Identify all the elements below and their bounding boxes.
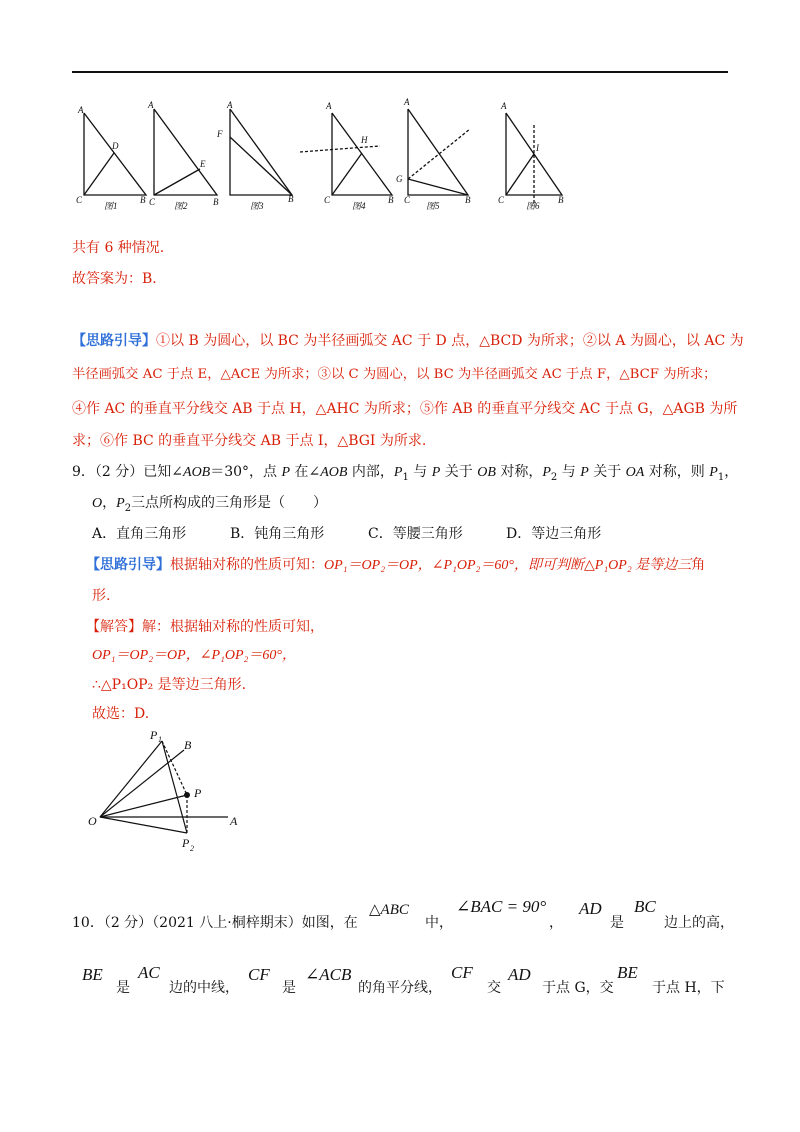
q9-score: （2 分）已知∠	[94, 464, 184, 480]
q10-angle: ∠BAC = 90°	[456, 897, 547, 916]
q10-shi2: 是	[116, 980, 130, 996]
q9-hint-tail: 角	[691, 557, 706, 573]
fig2-label-e: E	[200, 159, 206, 169]
triangle-figures	[70, 95, 590, 225]
q10-abc: △ABC	[369, 902, 409, 918]
q9-sym: 对称，	[495, 464, 543, 480]
q9-label-a: A	[230, 814, 238, 828]
q10-number: 10．（2 分）（2021 八上·桐梓期末）如图，在	[72, 915, 358, 931]
q9-option-c[interactable]: C．等腰三角形	[368, 526, 463, 542]
q9-label-b: B	[184, 738, 192, 752]
hint-tag: 【思路引导】	[72, 333, 156, 349]
q9-answer-4: 故选：D.	[92, 706, 150, 722]
q9-hint-1	[86, 554, 705, 577]
fig4-label-h: H	[361, 135, 368, 145]
q9-label-p1-sub: 1	[158, 735, 162, 744]
q9-about-2: 关于	[588, 464, 626, 480]
q9-options	[92, 523, 601, 545]
fig4-label-a: A	[326, 101, 332, 111]
q9-eq30: ＝30°，点	[210, 464, 282, 480]
fig5-label-a: A	[404, 97, 410, 107]
q10-jiao: 交	[487, 980, 501, 996]
fig5-label-g: G	[396, 174, 403, 184]
q10-shi3: 是	[282, 980, 296, 996]
q9-hint-tag: 【思路引导】	[86, 557, 170, 573]
q9-stem-1: 9．（2 分）已知∠AOB＝30°，点 P 在∠AOB 内部，$P_1$ 与 P 关于 OB 对称，$P_2$ 与 P 关于 OA 对称，则 $P_1$，	[72, 464, 739, 483]
q9-answer-3: ∴△P₁OP₂ 是等边三角形.	[92, 677, 247, 693]
fig1-caption: 图1	[104, 201, 118, 211]
case-count: 共有 6 种情况.	[72, 240, 165, 256]
q9-hint-eq: OP₁＝OP₂＝OP，∠P₁OP₂＝60°，即可判断△P₁OP₂ 是等边三	[324, 558, 692, 573]
q9-about: 关于	[440, 464, 478, 480]
fig6-label-c: C	[498, 195, 505, 205]
fig3-label-a: A	[227, 100, 233, 110]
fig3-label-f: F	[217, 129, 223, 139]
q9-answer-2: OP₁＝OP₂＝OP，∠P₁OP₂＝60°，	[92, 648, 296, 663]
hint-text-1: ①以 B 为圆心，以 BC 为半径画弧交 AC 于 D 点，△BCD 为所求；②以 A 为圆心，以 AC 为	[156, 333, 744, 349]
q10-median: 边的中线，	[169, 980, 239, 996]
q9-ob: OB	[477, 465, 496, 480]
fig1-label-c: C	[76, 195, 83, 205]
q10-shi: 是	[610, 915, 624, 931]
q9-p2: P	[542, 465, 551, 480]
q10-acb: ∠ACB	[305, 965, 352, 984]
q9-label-o: O	[88, 814, 97, 828]
q9-option-b[interactable]: B．钝角三角形	[230, 526, 325, 542]
fig4-label-c: C	[324, 195, 331, 205]
q9-hint-2: 形.	[92, 588, 111, 604]
fig2-label-c: C	[149, 197, 156, 207]
q9-label-p2: P	[182, 836, 190, 850]
hint-line-3: ④作 AC 的垂直平分线交 AB 于点 H，△AHC 为所求；⑤作 AB 的垂直平分线交 AC 于点 G，△AGB 为所	[72, 401, 738, 417]
q9-option-d[interactable]: D．等边三角形	[506, 526, 602, 542]
q9-answer-text: 解：根据轴对称的性质可知，	[142, 619, 324, 635]
q9-p-b: P	[431, 465, 441, 480]
q9-label-p2-sub: 2	[190, 844, 194, 853]
fig3-caption: 图3	[250, 201, 264, 211]
fig1-label-b: B	[140, 195, 146, 205]
fig4-label-b: B	[388, 195, 394, 205]
hint-line-4: 求；⑥作 BC 的垂直平分线交 AB 于点 I，△BGI 为所求.	[72, 433, 427, 449]
q10-cf2: CF	[451, 963, 473, 982]
q10-ac: AC	[138, 963, 160, 982]
fig5-caption: 图5	[426, 201, 440, 211]
fig2-label-b: B	[213, 197, 219, 207]
q10-ad: AD	[579, 899, 602, 918]
q9-hint-text: 根据轴对称的性质可知：	[170, 557, 324, 573]
fig5-label-c: C	[404, 195, 411, 205]
q9-option-a[interactable]: A．直角三角形	[92, 526, 187, 542]
q9-answer-tag: 【解答】	[86, 619, 142, 635]
q10-height: 边上的高，	[664, 915, 734, 931]
q9-stem-2: O，$P_2$三点所构成的三角形是（ ）	[92, 495, 328, 514]
q9-with: 与	[408, 464, 432, 480]
fig3-label-b: B	[288, 194, 294, 204]
q9-question: 三点所构成的三角形是（ ）	[131, 495, 328, 511]
header-rule	[72, 71, 728, 73]
answer-line: 故答案为：B.	[72, 271, 157, 287]
q9-figure	[80, 725, 250, 855]
fig2-label-a: A	[148, 100, 154, 110]
q9-label-p: P	[194, 786, 202, 800]
q9-aob-2: AOB	[320, 465, 348, 480]
q10-at-g: 于点 G，交	[542, 980, 614, 996]
q10-comma: ，	[549, 915, 563, 931]
fig2-caption: 图2	[174, 201, 188, 211]
q10-cf: CF	[248, 965, 270, 984]
q9-aob: AOB	[183, 465, 211, 480]
fig1-label-a: A	[78, 105, 84, 115]
q9-p: P	[281, 465, 291, 480]
fig6-label-i: I	[536, 143, 539, 153]
hint-line-1	[72, 330, 744, 352]
q10-bisector: 的角平分线，	[358, 980, 442, 996]
q9-p1-b: P	[709, 465, 718, 480]
q9-then: 对称，则	[644, 464, 710, 480]
q9-p1: P	[393, 465, 403, 480]
fig6-label-a: A	[501, 101, 507, 111]
fig6-label-b: B	[558, 195, 564, 205]
q10-zhong: 中，	[425, 915, 453, 931]
fig1-label-d: D	[112, 141, 119, 151]
fig6-caption: 图6	[526, 201, 540, 211]
q9-oa: OA	[625, 465, 645, 480]
q10-bc: BC	[634, 897, 656, 916]
q10-be: BE	[82, 965, 103, 984]
q9-o: O	[92, 496, 103, 511]
q9-label-p1: P	[150, 728, 158, 742]
q10-ad2: AD	[508, 965, 531, 984]
q10-be2: BE	[617, 963, 638, 982]
q9-p-c: P	[580, 465, 589, 480]
hint-line-2: 半径画弧交 AC 于点 E，△ACE 为所求；③以 C 为圆心，以 BC 为半径画弧交 AC 于点 F，△BCF 为所求；	[72, 367, 717, 382]
q9-p2-b: P	[116, 496, 125, 511]
q10-at-h: 于点 H，下	[652, 980, 725, 996]
q9-with-2: 与	[557, 464, 581, 480]
fig5-label-b: B	[465, 195, 471, 205]
q9-number: 9．	[72, 464, 95, 480]
q9-answer-1	[86, 616, 324, 638]
q9-in: 在∠	[290, 464, 321, 480]
q9-inside: 内部，	[347, 464, 394, 480]
fig4-caption: 图4	[352, 201, 366, 211]
